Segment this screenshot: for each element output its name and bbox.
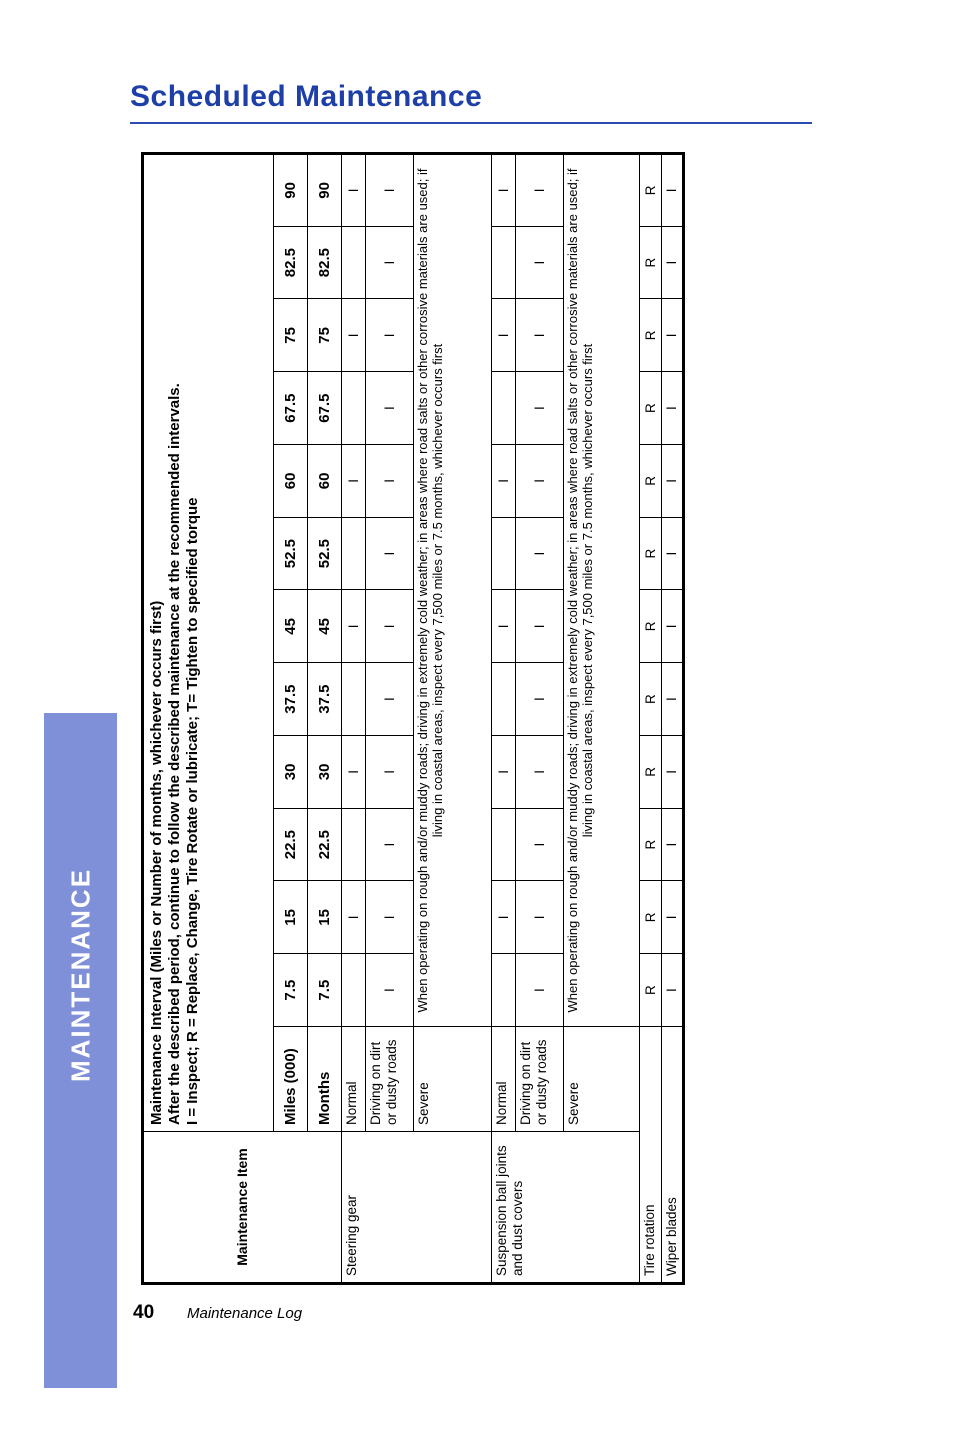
interval-mark: I [342,299,366,372]
miles-value: 45 [274,590,308,663]
interval-mark: R [640,372,662,445]
months-value: 37.5 [308,663,342,736]
interval-mark: I [516,954,564,1027]
interval-mark: I [662,299,684,372]
steering-gear-item: Steering gear [342,1132,492,1284]
interval-mark: I [366,881,414,954]
interval-mark: R [640,808,662,881]
months-value: 30 [308,736,342,809]
interval-mark: I [516,372,564,445]
interval-mark: I [516,808,564,881]
condition-normal: Normal [492,1027,516,1132]
interval-mark [342,372,366,445]
months-label: Months [308,1027,342,1132]
interval-mark: I [492,590,516,663]
months-value: 52.5 [308,517,342,590]
interval-mark: I [662,736,684,809]
interval-mark: I [366,226,414,299]
interval-mark: I [366,154,414,227]
page-section-name: Maintenance Log [187,1305,303,1322]
interval-mark: I [366,736,414,809]
interval-mark: I [492,445,516,518]
interval-mark: I [366,590,414,663]
interval-mark: I [492,299,516,372]
side-tab-label: MAINTENANCE [65,867,95,1083]
interval-mark: I [662,445,684,518]
severe-note: When operating on rough and/or muddy roads; driving in extremely cold weather; in areas where road salts or other corrosive materials are used; if living in coastal areas, inspect every 7,500 miles or 7.5 months, whichever occurs first [414,154,492,1027]
interval-mark: I [662,154,684,227]
suspension-normal-row [492,154,516,1284]
interval-mark: R [640,736,662,809]
interval-mark: R [640,226,662,299]
condition-dirt-roads: Driving on dirt or dusty roads [366,1027,414,1132]
interval-mark [492,954,516,1027]
miles-value: 22.5 [274,808,308,881]
maintenance-item-header: Maintenance Item [143,1132,342,1284]
maintenance-table-rotated [141,155,680,1285]
interval-mark: I [366,299,414,372]
interval-mark [342,808,366,881]
page-number: 40 [133,1302,155,1323]
title-divider [130,122,812,124]
miles-value: 52.5 [274,517,308,590]
interval-mark: I [492,736,516,809]
interval-mark: I [662,954,684,1027]
interval-mark: R [640,445,662,518]
steering-gear-normal-row [342,154,366,1284]
interval-mark [492,663,516,736]
interval-mark: R [640,517,662,590]
interval-mark: R [640,881,662,954]
tire-rotation-row [640,154,662,1284]
suspension-item: Suspension ball joints and dust covers [492,1132,640,1284]
interval-mark [492,372,516,445]
interval-mark: I [516,517,564,590]
months-value: 75 [308,299,342,372]
interval-mark: I [516,445,564,518]
months-value: 60 [308,445,342,518]
interval-mark: I [516,881,564,954]
interval-mark: R [640,299,662,372]
interval-mark: R [640,663,662,736]
interval-mark: I [516,154,564,227]
interval-mark: I [516,663,564,736]
interval-mark: I [662,590,684,663]
interval-mark: R [640,590,662,663]
interval-mark: I [366,663,414,736]
interval-mark [492,517,516,590]
miles-value: 75 [274,299,308,372]
miles-value: 15 [274,881,308,954]
months-value: 67.5 [308,372,342,445]
months-value: 82.5 [308,226,342,299]
months-value: 45 [308,590,342,663]
interval-mark: I [662,663,684,736]
interval-mark: I [662,517,684,590]
interval-mark: I [662,372,684,445]
interval-mark: I [342,445,366,518]
section-side-tab [44,713,117,1388]
miles-value: 30 [274,736,308,809]
steering-gear-severe-row [414,154,492,1284]
interval-mark: I [366,372,414,445]
interval-header-line3: I = Inspect; R = Replace, Change, Tire Rotate or lubricate; T= Tighten to specified torque [184,497,201,1125]
interval-mark: I [342,881,366,954]
condition-normal: Normal [342,1027,366,1132]
interval-mark: I [516,736,564,809]
miles-value: 7.5 [274,954,308,1027]
interval-mark: I [342,154,366,227]
miles-value: 82.5 [274,226,308,299]
interval-mark: I [516,590,564,663]
interval-mark: I [366,954,414,1027]
interval-mark: I [662,226,684,299]
table-header-row [143,154,274,1284]
interval-mark: I [662,808,684,881]
interval-mark [342,663,366,736]
interval-mark: I [492,881,516,954]
tire-rotation-item: Tire rotation [640,1027,662,1284]
months-value: 15 [308,881,342,954]
interval-mark [342,226,366,299]
miles-value: 90 [274,154,308,227]
months-value: 22.5 [308,808,342,881]
interval-mark: I [492,154,516,227]
months-row [308,154,342,1284]
wiper-blades-item: Wiper blades [662,1027,684,1284]
months-value: 7.5 [308,954,342,1027]
miles-value: 60 [274,445,308,518]
maintenance-schedule-table [141,152,685,1285]
interval-mark: I [662,881,684,954]
interval-mark: I [366,517,414,590]
interval-header-line2: After the described period, continue to follow the described maintenance at the recommended intervals. [166,383,183,1125]
interval-mark: I [342,736,366,809]
condition-severe: Severe [414,1027,492,1132]
interval-mark [342,517,366,590]
steering-gear-dirt-row [366,154,414,1284]
miles-value: 37.5 [274,663,308,736]
suspension-severe-row [564,154,640,1284]
interval-mark [492,808,516,881]
months-value: 90 [308,154,342,227]
interval-mark: I [516,299,564,372]
interval-mark: I [366,445,414,518]
condition-dirt-roads: Driving on dirt or dusty roads [516,1027,564,1132]
miles-label: Miles (000) [274,1027,308,1132]
interval-mark: I [366,808,414,881]
suspension-dirt-row [516,154,564,1284]
condition-severe: Severe [564,1027,640,1132]
interval-mark: I [516,226,564,299]
interval-mark [492,226,516,299]
interval-header-line1: Maintenance Interval (Miles or Number of months, whichever occurs first) [148,600,165,1125]
interval-mark: I [342,590,366,663]
miles-row [274,154,308,1284]
interval-mark: R [640,954,662,1027]
interval-mark [342,954,366,1027]
miles-value: 67.5 [274,372,308,445]
interval-mark: R [640,154,662,227]
page-title: Scheduled Maintenance [130,80,483,113]
severe-note: When operating on rough and/or muddy roads; driving in extremely cold weather; in areas where road salts or other corrosive materials are used; if living in coastal areas, inspect every 7,500 miles or 7.5 months, whichever occurs first [564,154,640,1027]
wiper-blades-row [662,154,684,1284]
interval-header [143,154,274,1132]
